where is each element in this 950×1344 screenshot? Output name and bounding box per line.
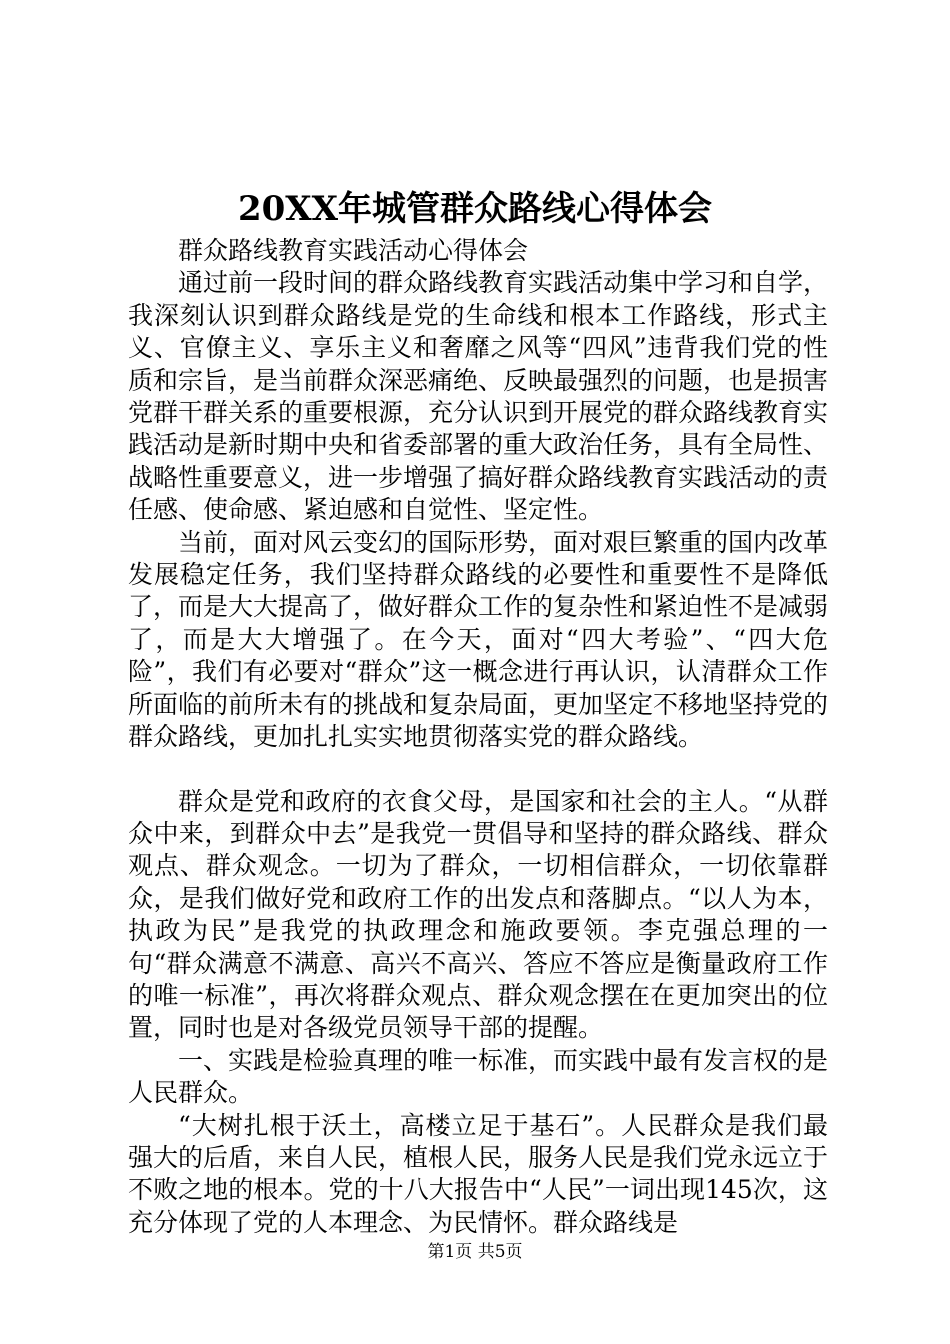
paragraph-1: 通过前一段时间的群众路线教育实践活动集中学习和自学，我深刻认识到群众路线是党的生命线和根本工作路线，形式主义、官僚主义、享乐主义和奢靡之风等“四风”违背我们党的性质和宗旨，是当前群众深恶痛绝、反映最强烈的问题，也是损害党群干群关系的重要根源，充分认识到开展党的群众路线教育实践活动是新时期中央和省委部署的重大政治任务，具有全局性、战略性重要意义，进一步增强了搞好群众路线教育实践活动的责任感、使命感、紧迫感和自觉性、坚定性。 — [128, 268, 829, 525]
paragraph-5: “大树扎根于沃土，高楼立足于基石”。人民群众是我们最强大的后盾，来自人民，植根人民，服务人民是我们党永远立于不败之地的根本。党的十八大报告中“人民”一词出现145次，这充分体现了党的人本理念、为民情怀。群众路线是 — [128, 1110, 829, 1237]
paragraph-spacer — [128, 754, 828, 786]
paragraph-4: 一、实践是检验真理的唯一标准，而实践中最有发言权的是人民群众。 — [128, 1045, 829, 1108]
paragraph-3: 群众是党和政府的衣食父母，是国家和社会的主人。“从群众中来，到群众中去”是我党一贯倡导和坚持的群众路线、群众观点、群众观念。一切为了群众，一切相信群众，一切依靠群众，是我们做好党和政府工作的出发点和落脚点。“以人为本，执政为民”是我党的执政理念和施政要领。李克强总理的一句“群众满意不满意、高兴不高兴、答应不答应是衡量政府工作的唯一标准”，再次将群众观点、群众观念摆在在更加突出的位置，同时也是对各级党员领导干部的提醒。 — [128, 786, 828, 1043]
page-footer: 第1页 共5页 — [427, 1242, 523, 1262]
document-subtitle: 群众路线教育实践活动心得体会 — [178, 236, 529, 265]
paragraph-2: 当前，面对风云变幻的国际形势，面对艰巨繁重的国内改革发展稳定任务，我们坚持群众路线的必要性和重要性不是降低了，而是大大提高了，做好群众工作的复杂性和紧迫性不是减弱了，而是大大增强了。在今天，面对“四大考验”、“四大危险”，我们有必要对“群众”这一概念进行再认识，认清群众工作所面临的前所未有的挑战和复杂局面，更加坚定不移地坚持党的群众路线，更加扎扎实实地贯彻落实党的群众路线。 — [128, 527, 829, 752]
document-title: 20XX年城管群众路线心得体会 — [237, 189, 713, 229]
document-body — [128, 235, 828, 1239]
